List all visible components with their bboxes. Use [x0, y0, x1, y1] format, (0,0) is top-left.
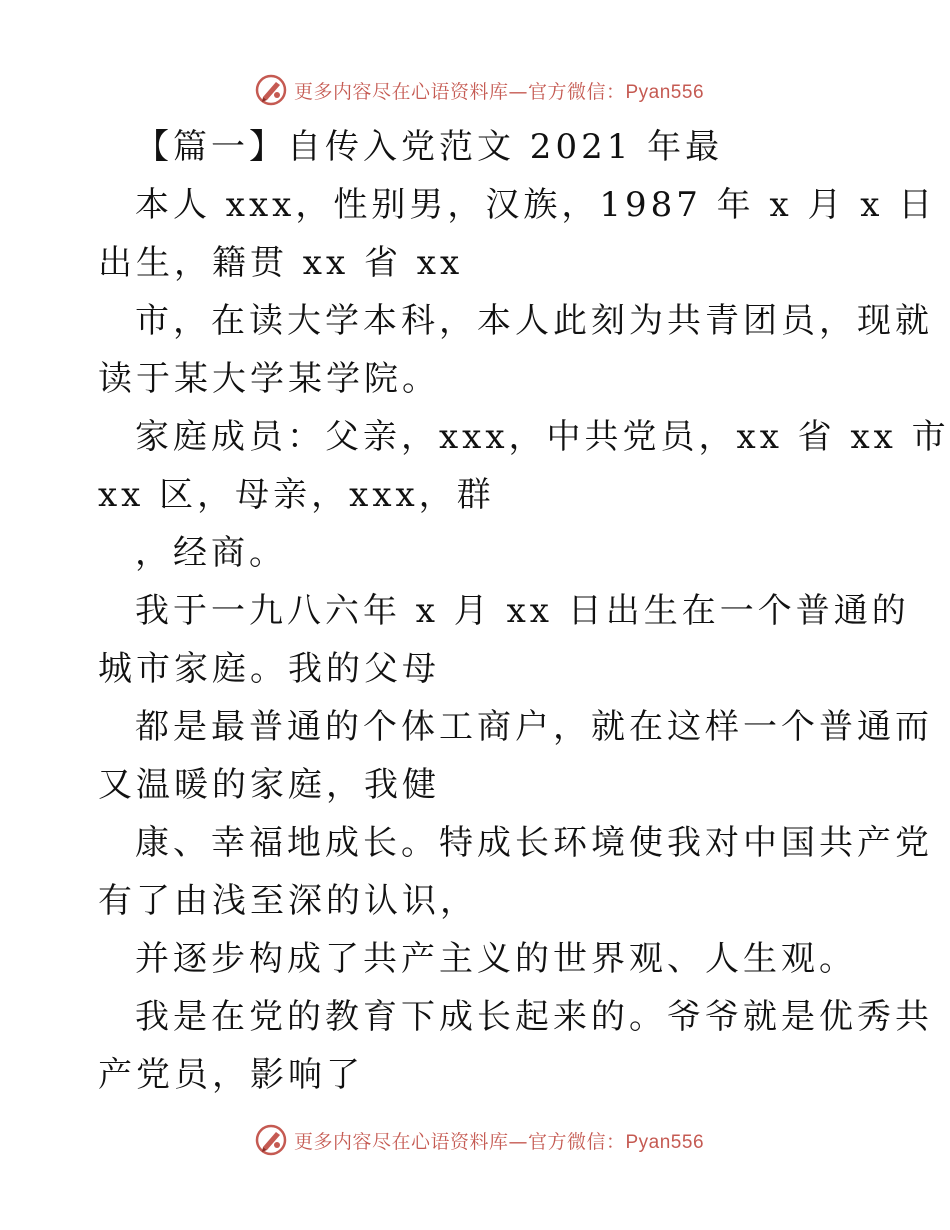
document-title: 【篇一】自传入党范文 2021 年最	[135, 127, 724, 167]
text-line: 出生，籍贯 xx 省 xx	[98, 243, 464, 283]
text-line: 有了由浅至深的认识，	[98, 881, 478, 921]
text-line: xx 区，母亲，xxx，群	[98, 475, 495, 515]
text-line: 产党员，影响了	[98, 1055, 364, 1095]
banner-content	[254, 1123, 704, 1157]
text-line: 本人 xxx，性别男，汉族，1987 年 x 月 x 日	[135, 185, 937, 225]
text-line: 我是在党的教育下成长起来的。爷爷就是优秀共	[135, 997, 933, 1037]
banner-wechat-label: 官方微信：	[527, 80, 626, 103]
document-body	[98, 118, 950, 1104]
text-line: 市，在读大学本科，本人此刻为共青团员，现就	[135, 301, 933, 341]
banner-wechat-id: Pyan556	[625, 1131, 705, 1153]
banner-wechat-id: Pyan556	[625, 81, 705, 103]
text-line: 家庭成员：父亲，xxx，中共党员，xx 省 xx 市	[135, 417, 950, 457]
pen-logo-icon	[254, 1123, 288, 1157]
text-line: 又温暖的家庭，我健	[98, 765, 440, 805]
banner-text	[294, 77, 704, 104]
text-line: ，经商。	[135, 533, 287, 573]
banner-slogan: 更多内容尽在心语资料库	[293, 80, 509, 103]
text-line: 读于某大学某学院。	[98, 359, 440, 399]
text-line: 康、幸福地成长。特成长环境使我对中国共产党	[135, 823, 933, 863]
header-banner	[0, 70, 950, 110]
banner-wechat-label: 官方微信：	[527, 1130, 626, 1153]
banner-text	[294, 1127, 704, 1154]
banner-separator: —	[508, 80, 528, 103]
footer-banner	[0, 1120, 950, 1160]
text-line: 都是最普通的个体工商户，就在这样一个普通而	[135, 707, 933, 747]
pen-logo-icon	[254, 73, 288, 107]
text-line: 我于一九八六年 x 月 xx 日出生在一个普通的	[135, 591, 910, 631]
banner-slogan: 更多内容尽在心语资料库	[293, 1130, 509, 1153]
banner-content	[254, 73, 704, 107]
banner-separator: —	[508, 1130, 528, 1153]
text-line: 城市家庭。我的父母	[98, 649, 440, 689]
text-line: 并逐步构成了共产主义的世界观、人生观。	[135, 939, 857, 979]
